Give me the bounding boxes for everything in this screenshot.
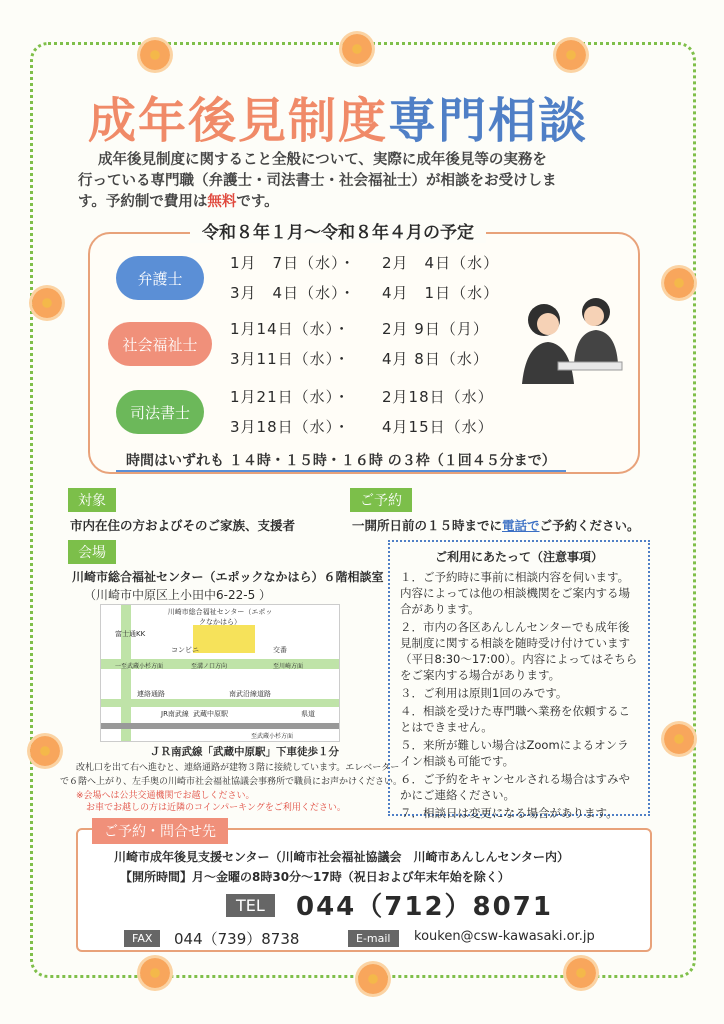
reserve-text — [352, 516, 640, 534]
flower-icon — [342, 34, 372, 64]
flower-icon — [566, 958, 596, 988]
map-label: 南武沿線道路 — [229, 690, 271, 698]
flower-icon — [140, 958, 170, 988]
contact-heading: ご予約・問合せ先 — [92, 818, 228, 844]
date-cell: 3月 4日（水）・ — [230, 284, 356, 302]
flower-icon — [30, 736, 60, 766]
note-item: ６．ご予約をキャンセルされる場合はすみやかにご連絡ください。 — [400, 772, 630, 802]
intro-text — [78, 150, 557, 213]
map-label: 武蔵中原駅 — [193, 710, 228, 718]
date-cell: 4月15日（水） — [382, 418, 494, 436]
access-heading: ＪＲ南武線「武蔵中原駅」下車徒歩１分 — [150, 746, 339, 758]
email-label: E-mail — [348, 930, 399, 947]
intro-line2: 行っている専門職（弁護士・司法書士・社会福祉士）が相談をお受けしま — [78, 173, 557, 189]
intro-line1: 成年後見制度に関すること全般について、実際に成年後見等の実務を — [98, 152, 547, 168]
intro-line3a: す。予約制で費用は — [78, 194, 208, 210]
venue-name: 川崎市総合福祉センター（エポックなかはら）６階相談室 — [72, 570, 384, 584]
intro-line3b: です。 — [236, 194, 279, 210]
date-cell: 2月 4日（水） — [382, 254, 500, 272]
tel-label: TEL — [226, 894, 275, 917]
date-cell: 2月 9日（月） — [382, 320, 489, 338]
map-label: 連絡通路 — [137, 690, 165, 698]
intro-free: 無料 — [207, 194, 237, 210]
date-cell: 1月14日（水）・ — [230, 320, 351, 338]
pill-lawyer: 弁護士 — [116, 256, 204, 300]
note-item: １．ご予約時に事前に相談内容を伺います。内容によっては他の相談機関をご案内する場合があります。 — [400, 570, 630, 616]
contact-hours: 【開所時間】月～金曜の8時30分～17時（祝日および年末年始を除く） — [120, 870, 510, 884]
flower-icon — [140, 40, 170, 70]
fax-label: FAX — [124, 930, 160, 947]
flower-icon — [664, 268, 694, 298]
title-part2: 専門相談 — [388, 93, 589, 149]
venue-address: （川崎市中原区上小田中6-22-5 ） — [84, 588, 272, 602]
notes-heading: ご利用にあたって（注意事項） — [434, 550, 603, 564]
tel-number[interactable]: 044（712）8071 — [296, 892, 553, 922]
note-item: ４．相談を受けた専門職へ業務を依頼することはできません。 — [400, 704, 630, 734]
note-item: ５．来所が難しい場合はZoomによるオンライン相談も可能です。 — [400, 738, 629, 768]
pill-scrivener: 司法書士 — [116, 390, 204, 434]
flower-icon — [358, 964, 388, 994]
date-cell: 1月21日（水）・ — [230, 388, 351, 406]
contact-org: 川崎市成年後見支援センター（川崎市社会福祉協議会 川崎市あんしんセンター内） — [114, 850, 570, 864]
map-label: 至川崎方面 — [273, 663, 304, 670]
access-text2: で６階へ上がり、左手奥の川崎市社会福祉協議会事務所で職員にお声かけください。 — [60, 777, 403, 787]
reserve-heading: ご予約 — [350, 488, 412, 512]
note-item: ７．相談日は変更になる場合があります。 — [400, 806, 618, 820]
venue-heading: 会場 — [68, 540, 116, 564]
map-label: 富士通KK — [115, 630, 146, 638]
reserve-phone-link[interactable]: 電話で — [502, 518, 540, 533]
map-label: 一至武蔵小杉方面 — [115, 663, 164, 670]
target-heading: 対象 — [68, 488, 116, 512]
map-building — [193, 625, 255, 653]
access-note1: ※会場へは公共交通機関でお越しください。 — [76, 791, 255, 801]
note-item: ２．市内の各区あんしんセンターでも成年後見制度に関する相談を随時受け付けています（平日8:30～17:00）。内容によってはそちらをご案内する場合があります。 — [400, 620, 638, 682]
map-label: 交番 — [273, 646, 287, 654]
title-part1: 成年後見制度 — [88, 93, 389, 149]
map-label: 至溝ノ口方向 — [191, 663, 228, 670]
date-cell: 1月 7日（水）・ — [230, 254, 356, 272]
flower-icon — [664, 724, 694, 754]
access-map — [100, 604, 340, 742]
flower-icon — [556, 40, 586, 70]
reserve-text-a: 一開所日前の１５時までに — [352, 518, 503, 533]
page-title — [88, 82, 588, 151]
email-address[interactable]: kouken@csw-kawasaki.or.jp — [414, 929, 595, 944]
pill-social-worker: 社会福祉士 — [108, 322, 212, 366]
date-cell: 4月 8日（水） — [382, 350, 489, 368]
date-cell: 3月11日（水）・ — [230, 350, 351, 368]
map-label: JR南武線 — [161, 710, 189, 718]
flower-icon — [32, 288, 62, 318]
fax-number: 044（739）8738 — [174, 930, 300, 948]
date-cell: 3月18日（水）・ — [230, 418, 351, 436]
map-label: 至武蔵小杉方面 — [251, 733, 294, 740]
access-note2: お車でお越しの方は近隣のコインパーキングをご利用ください。 — [86, 803, 346, 813]
note-item: ３．ご利用は原則1回のみです。 — [400, 686, 568, 700]
map-label: 県道 — [301, 710, 315, 718]
schedule-period: 令和８年１月～令和８年４月の予定 — [190, 218, 486, 243]
reserve-text-b: ご予約ください。 — [539, 518, 640, 533]
access-text1: 改札口を出て右へ進むと、連絡通路が建物３階に接続しています。エレベーター — [76, 763, 400, 773]
date-cell: 2月18日（水） — [382, 388, 494, 406]
date-cell: 4月 1日（水） — [382, 284, 500, 302]
map-building-label: 川崎市総合福祉センター（エポックなかはら） — [167, 608, 273, 626]
notes-box — [388, 540, 650, 820]
schedule-times: 時間はいずれも １４時・１５時・１６時 の３枠（１回４５分まで） — [116, 450, 566, 472]
consultation-illustration — [512, 284, 624, 396]
map-label: コンビニ — [171, 646, 199, 654]
target-text: 市内在住の方およびそのご家族、支援者 — [70, 518, 296, 533]
